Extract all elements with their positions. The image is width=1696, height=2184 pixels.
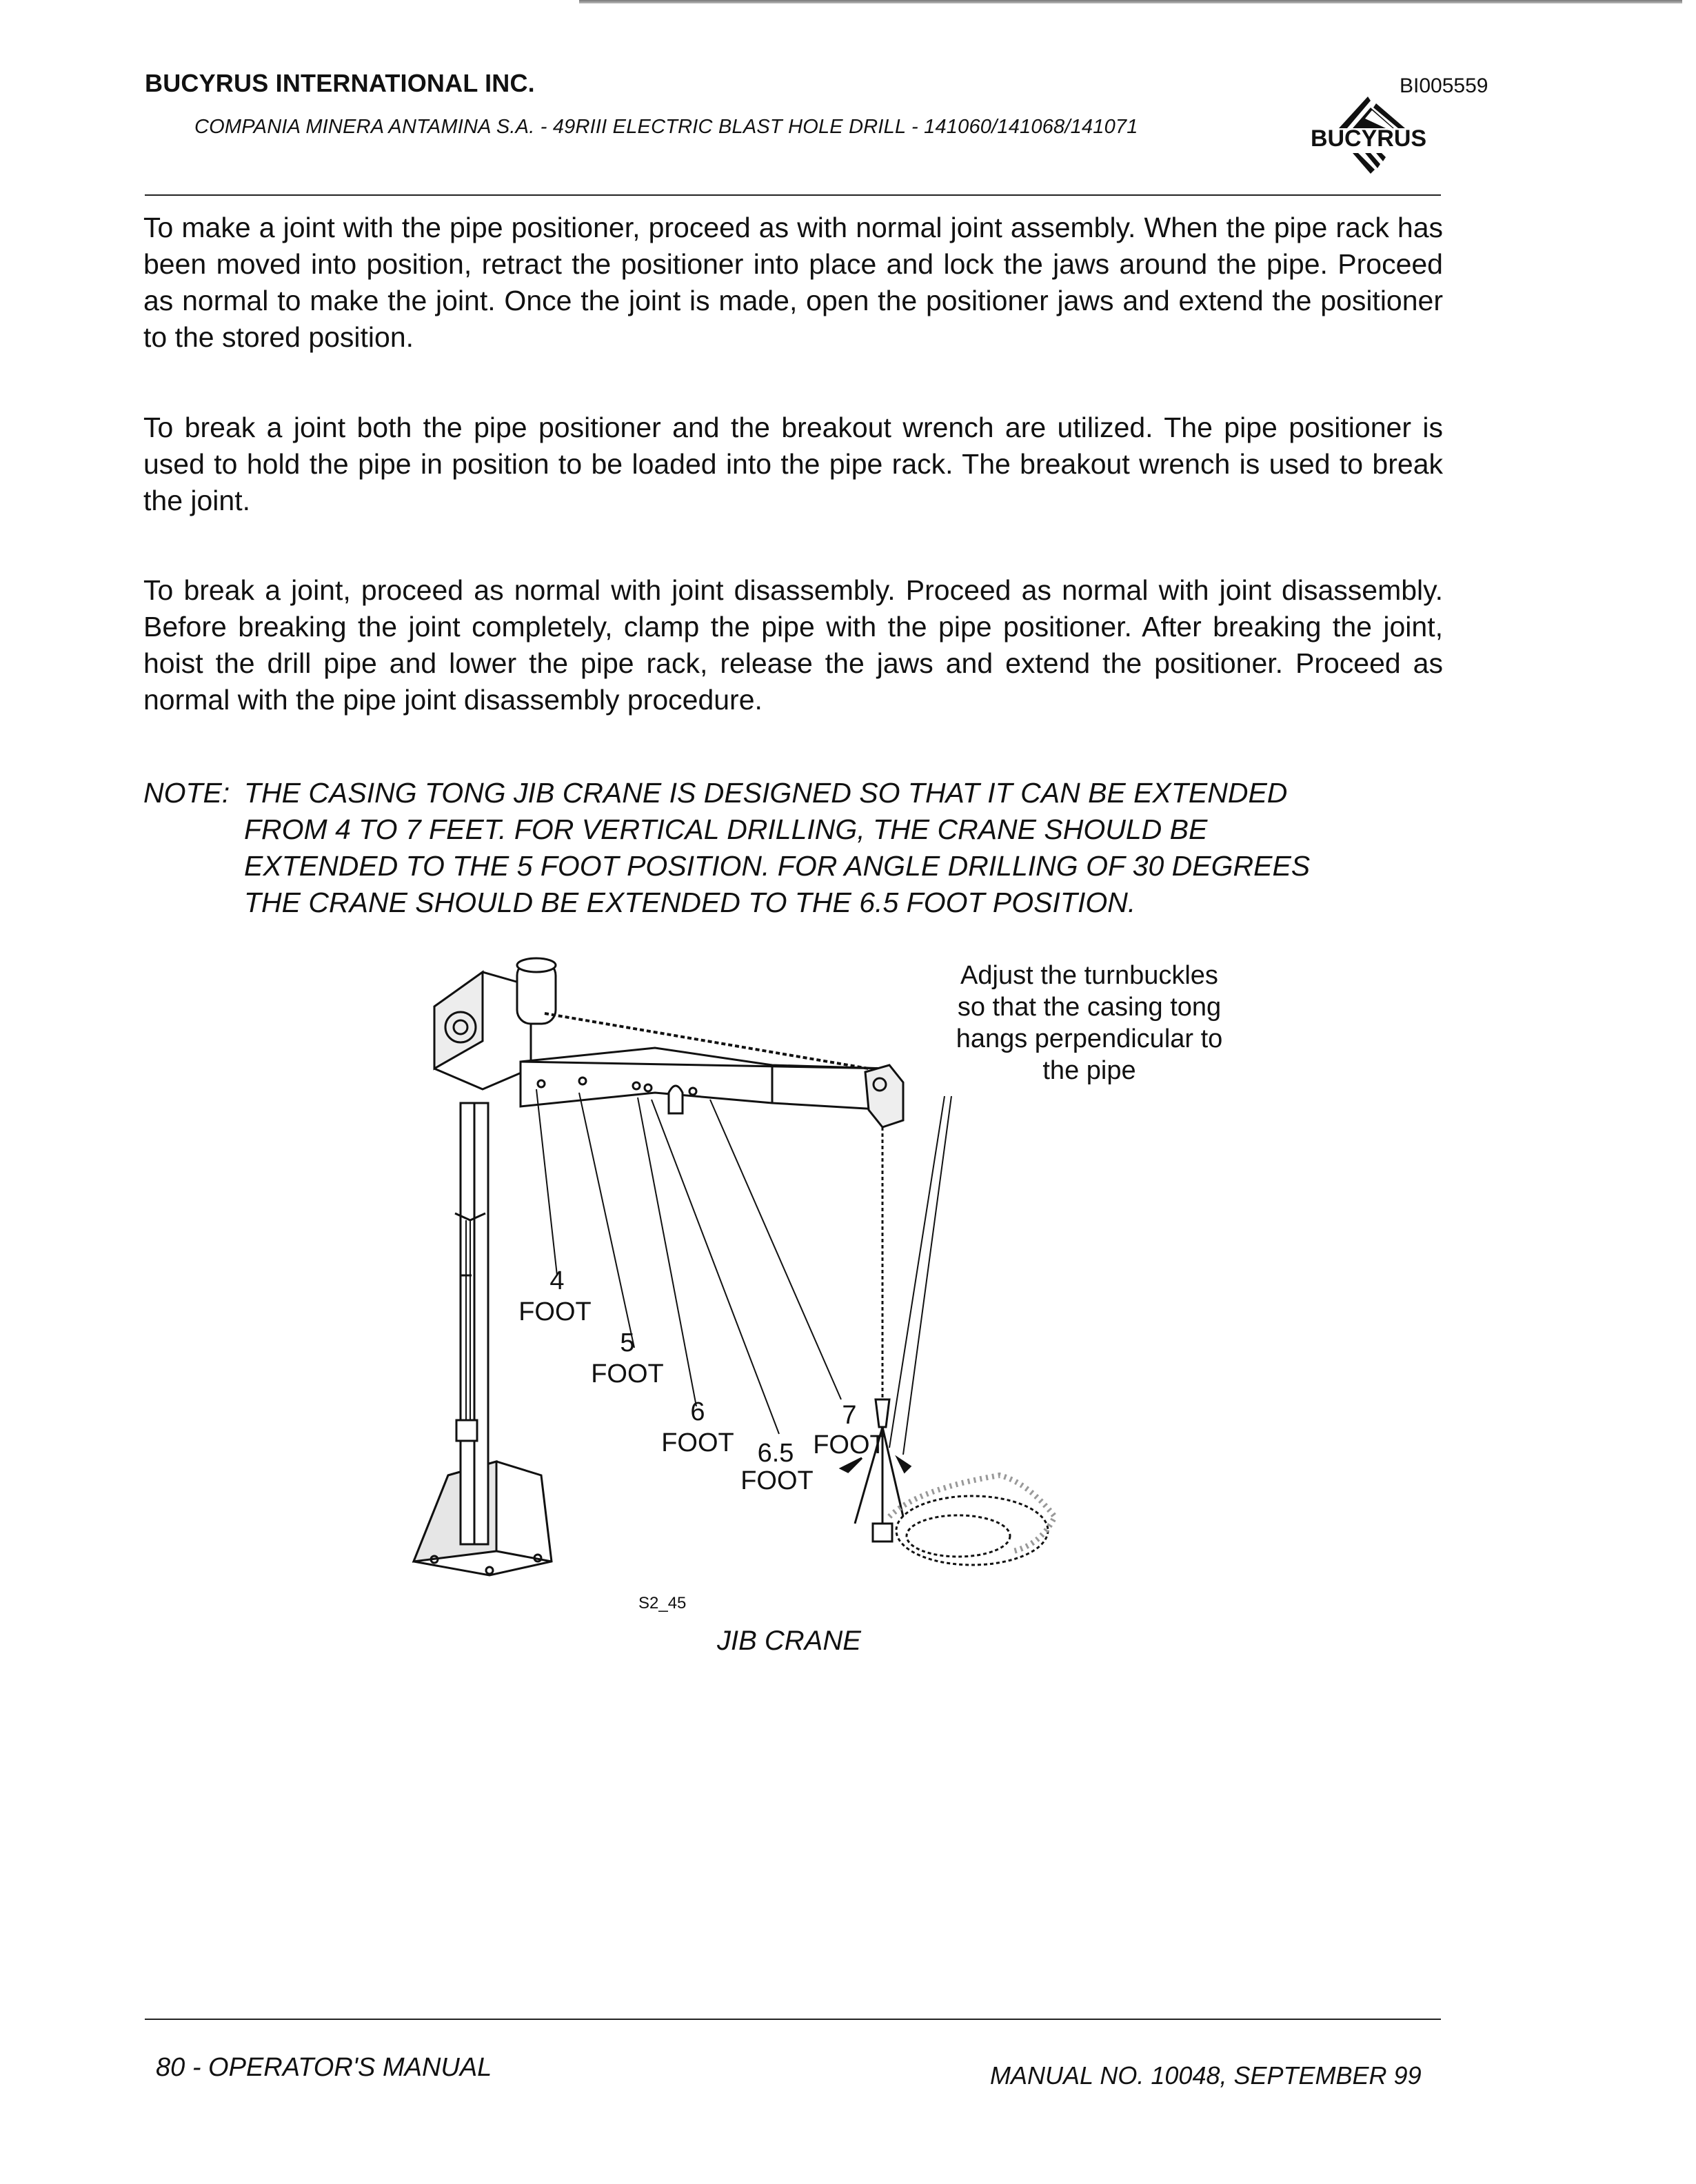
figure-caption: JIB CRANE	[717, 1626, 861, 1656]
svg-text:BUCYRUS: BUCYRUS	[1310, 125, 1427, 152]
turnbuckle-adjust-note: Adjust the turnbuckles so that the casing tong hangs perpendicular to the pipe	[956, 961, 1223, 1085]
document-subtitle: COMPANIA MINERA ANTAMINA S.A. - 49RIII ELECTRIC BLAST HOLE DRILL - 141060/141068/141071	[194, 116, 1138, 138]
label-6-5-unit: FOOT	[740, 1466, 814, 1495]
note-line: EXTENDED TO THE 5 FOOT POSITION. FOR ANGLE DRILLING OF 30 DEGREES	[244, 850, 1311, 882]
paragraph-break-joint-procedure: To break a joint, proceed as normal with joint disassembly. Proceed as normal with joint disassembly. Before breaking the joint completely, clamp the pipe with the pipe positioner. After breaking the joint, hoist the drill pipe and lower the pipe rack, release the jaws and extend the positioner. Proceed as normal with the pipe joint disassembly procedure.	[143, 574, 1443, 716]
header-divider	[145, 194, 1441, 196]
note-text	[244, 775, 1471, 921]
label-6-5-number: 6.5	[757, 1439, 794, 1468]
label-5-unit: FOOT	[591, 1359, 664, 1388]
crane-mast	[455, 1103, 488, 1544]
paragraph-break-joint-tools: To break a joint both the pipe positioner and the breakout wrench are utilized. The pipe positioner is used to hold the pipe in position to be loaded into the pipe rack. The breakout wrench is used to break the joint.	[143, 412, 1443, 516]
note-line: THE CASING TONG JIB CRANE IS DESIGNED SO THAT IT CAN BE EXTENDED	[244, 777, 1288, 809]
paragraph-make-joint: To make a joint with the pipe positioner, proceed as with normal joint assembly. When the pipe rack has been moved into position, retract the positioner into place and lock the jaws around the pipe. Proceed as normal to make the joint. Once the joint is made, open the positioner jaws and extend the positioner to the stored position.	[143, 212, 1443, 353]
footer-divider	[145, 2019, 1441, 2020]
figure-id: S2_45	[638, 1594, 687, 1612]
casing-tong	[841, 1399, 1055, 1565]
note-line: FROM 4 TO 7 FEET. FOR VERTICAL DRILLING, THE CRANE SHOULD BE	[244, 813, 1208, 845]
label-6-number: 6	[690, 1397, 705, 1426]
footer-manual-number: MANUAL NO. 10048, SEPTEMBER 99	[990, 2061, 1422, 2090]
label-7-number: 7	[842, 1401, 857, 1430]
note-line: THE CRANE SHOULD BE EXTENDED TO THE 6.5 FOOT POSITION.	[244, 887, 1136, 918]
scan-edge-line	[579, 0, 1682, 3]
label-4-unit: FOOT	[518, 1297, 592, 1326]
label-6-unit: FOOT	[661, 1428, 734, 1457]
note-label: NOTE:	[143, 777, 230, 809]
label-7-unit: FOOT	[813, 1430, 886, 1459]
footer-page-label: 80 - OPERATOR'S MANUAL	[156, 2053, 492, 2082]
label-5-number: 5	[620, 1328, 635, 1357]
crane-boom	[521, 1048, 903, 1127]
document-id: BI005559	[1400, 74, 1488, 97]
company-name: BUCYRUS INTERNATIONAL INC.	[145, 69, 535, 97]
label-4-number: 4	[549, 1266, 565, 1295]
bucyrus-logo	[1289, 90, 1448, 179]
